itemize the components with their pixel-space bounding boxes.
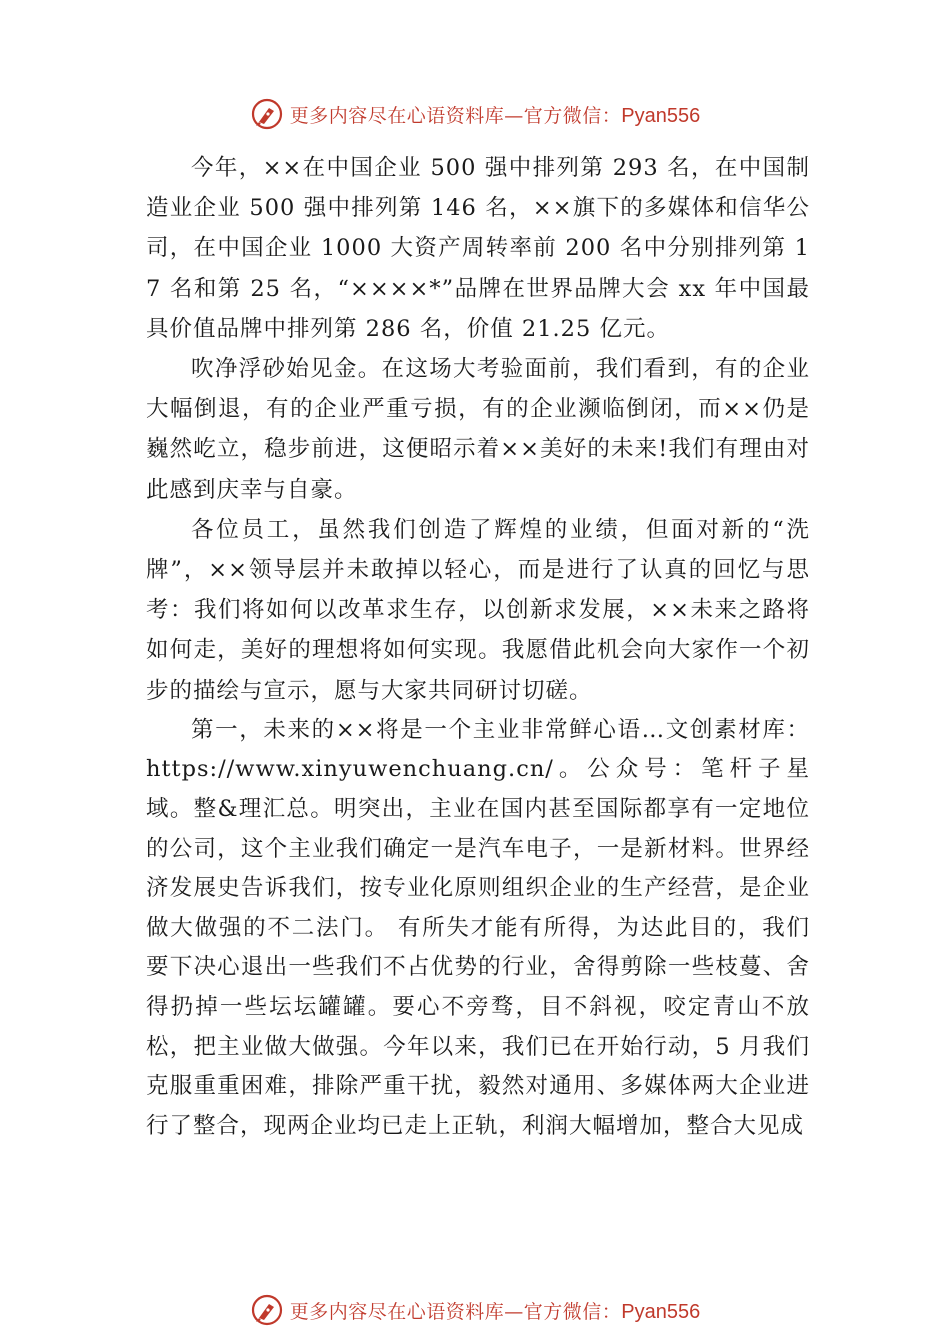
paragraph-2: 吹净浮砂始见金。在这场大考验面前，我们看到，有的企业大幅倒退，有的企业严重亏损，有的企业濒临倒闭，而××仍是巍然屹立，稳步前进，这便昭示着××美好的未来!我们有理由对此感到庆幸与自豪。 (146, 356, 810, 503)
pen-nib-icon (250, 1293, 284, 1327)
banner-text: 更多内容尽在心语资料库—官方微信：Pyan556 (289, 104, 701, 127)
document-body (146, 148, 810, 1146)
footer-banner (0, 1290, 950, 1330)
header-banner (0, 94, 950, 134)
wechat-id: Pyan556 (621, 1300, 701, 1323)
paragraph-3: 各位员工，虽然我们创造了辉煌的业绩，但面对新的“洗牌”，××领导层并未敢掉以轻心，而是进行了认真的回忆与思考：我们将如何以改革求生存，以创新求发展，××未来之路将如何走，美好的理想将如何实现。我愿借此机会向大家作一个初步的描绘与宣示，愿与大家共同研讨切磋。 (146, 516, 810, 704)
paragraph-1: 今年，××在中国企业 500 强中排列第 293 名，在中国制造业企业 500 强中排列第 146 名，××旗下的多媒体和信华公司，在中国企业 1000 大资产周转率前 200 名中分别排列第 17 名和第 25 名，“××××*”品牌在世界品牌大会 xx 年中国最具价值品牌中排列第 286 名，价值 21.25 亿元。 (146, 155, 810, 342)
pen-nib-icon (250, 97, 284, 131)
wechat-id: Pyan556 (621, 104, 701, 127)
paragraph-4: 第一，未来的××将是一个主业非常鲜心语…文创素材库：https://www.xinyuwenchuang.cn/。公众号：笔杆子星域。整&理汇总。明突出，主业在国内甚至国际都享有一定地位的公司，这个主业我们确定一是汽车电子，一是新材料。世界经济发展史告诉我们，按专业化原则组织企业的生产经营，是企业做大做强的不二法门。 有所失才能有所得，为达此目的，我们要下决心退出一些我们不占优势的行业，舍得剪除一些枝蔓、舍得扔掉一些坛坛罐罐。要心不旁骛，目不斜视，咬定青山不放松，把主业做大做强。今年以来，我们已在开始行动，5 月我们克服重重困难，排除严重干扰，毅然对通用、多媒体两大企业进行了整合，现两企业均已走上正轨，利润大幅增加，整合大见成 (146, 716, 810, 1139)
banner-text: 更多内容尽在心语资料库—官方微信：Pyan556 (289, 1300, 701, 1323)
